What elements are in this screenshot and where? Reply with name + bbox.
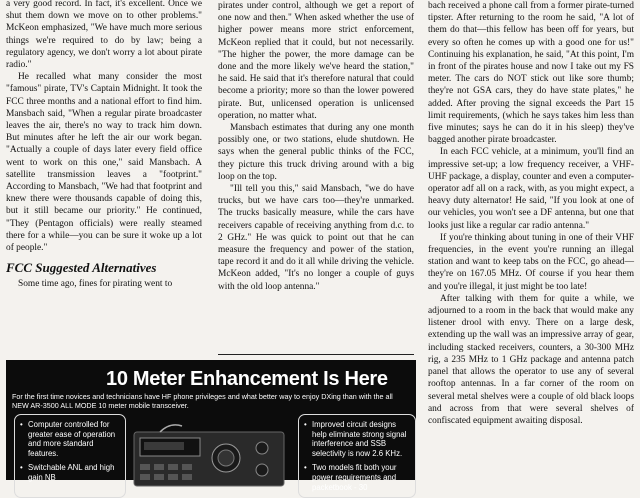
paragraph: a very good record. In fact, it's excellent. Once we shut them down we move on to other problems." McKeon emphasized, "We have much more serious things we're required to do by law; being a regulatory agency, we don't worry a lot about pirate radio." <box>6 0 202 71</box>
paragraph: "Ill tell you this," said Mansbach, "we do have trucks, but we have cars too—they're unmarked. The trucks basically measure, while the cars have receivers capable of receiving anything from d.c. to 2 GHz." He was quick to point out that he can measure the frequency and power of the station, tape record it and do it all while driving the vehicle. McKeon added, "It's no longer a couple of guys with the old loop antenna." <box>218 184 414 292</box>
article-column-1 <box>6 0 202 396</box>
article-column-3 <box>428 0 634 480</box>
column-3-clip <box>428 0 634 480</box>
column-1-text <box>6 0 202 290</box>
column-divider-rule <box>218 354 414 355</box>
paragraph: pirates under control, although we get a report of one now and then." When asked whether the use of higher power means more strict enforcement, McKeon replied that it could, but not necessarily. "The higher the power, the more damage can be done and the more likely we've heard the station," he said. He said that it's therefore natural that could become a priority; more so than the lower powered pirate. But, unlicensed operation is unlicensed operation, no matter what. <box>218 1 414 121</box>
ad-tagline: For the first time novices and technicians have HF phone privileges and what better way to enjoy DXing than with the all NEW AR-3500 ALL MODE 10 meter mobile transceiver. <box>12 392 393 410</box>
transceiver-image <box>130 418 288 488</box>
paragraph: Some time ago, fines for pirating went to <box>18 279 173 290</box>
paragraph: He recalled what many consider the most "famous" pirate, TV's Captain Midnight. It took the FCC three months and a national effort to find him. Mansbach said, "When a regular pirate broadcaster leaves the air, there's no way to track him down. But minutes after he left the air our work began. "Actually a couple of days later every field office went to work on this one," said Mansbach. A satellite transmission leaves a "footprint." According to Mansbach, "We had that footprint and knew there were thousands capable of doing this, but it still became our priority." He continued, "They (Pentagon officials) were really steamed there for a while—you can be sure it woke up a lot of people." <box>6 72 202 254</box>
ad-feature: • Switchable ANL and high gain NB <box>28 463 121 482</box>
paragraph: In each FCC vehicle, at a minimum, you'll find an impressive set-up; a low frequency receiver, a VHF-UHF package, a display, counter and even a computer-operator adf all on a rack, with, as you might expect, a heavy duty alternator! He said, "If you look at one of our vehicles, you won't see a DF antenna, but one that looks just like a regular car radio antenna." <box>428 147 634 231</box>
ad-features-left <box>14 414 126 498</box>
ad-feature: • Improved circuit designs help eliminate strong signal interference and SSB selectivity is now 2.6 KHz. <box>312 420 411 458</box>
advertisement <box>6 360 416 492</box>
column-2-clip <box>218 0 414 352</box>
ad-headline: 10 Meter Enhancement Is Here <box>106 368 388 390</box>
ad-features-right <box>298 414 416 498</box>
ad-feature: • Computer controlled for greater ease of operation and more standard features. <box>28 420 121 458</box>
article-column-2 <box>218 0 414 352</box>
paragraph: bach received a phone call from a former pirate-turned tipster. After returning to the room he said, "A lot of them do that—this fellow has been off for years, but every so often he comes up with a good one for us!" Continuing his explanation, he said, "At this point, I'm in front of the pirates house and now I take out my FS meter. The cars do NOT stick out like sore thumb; they're not GSA cars, they do have state plates," he added. After proving the signal exceeds the Part 15 limit requirements, (which he says takes him less than five minutes; says he can do it in his sleep) they've bagged another pirate broadcaster. <box>428 1 634 146</box>
paragraph: If you're thinking about tuning in one of their VHF frequencies, in the event you're running an illegal station and want to keep tabs on the FCC, go ahead—they're on 167.05 MHz. Of course if you hear them and you're illegal, it just might be too late! <box>428 232 634 292</box>
ad-feature: • Two models fit both your power requirements and packetbook - 30 <box>312 463 411 492</box>
column-1-clip <box>6 0 202 396</box>
section-subhead: FCC Suggested Alternatives <box>6 260 157 276</box>
paragraph: After talking with them for quite a while, we adjourned to a room in the back that would make any listener drool with envy. There on a large desk, extending up the wall was an impressive array of gear, including stacked receivers, counters, a 30-300 MHz rig, a 235 MHz to 1 GHz package and antenna patch panel that allows the operator to use any of several rooftop antennas. In a far corner of the room on several metal shelves were a couple of old black loops and across from that were several shelves of confiscated equipment awaiting disposal. <box>428 293 634 426</box>
paragraph: Mansbach estimates that during any one month possibly one, or two stations, elude shutdown. He says when the general public thinks of the FCC, they picture this truck driving around with a big loop on the top. <box>218 123 414 182</box>
